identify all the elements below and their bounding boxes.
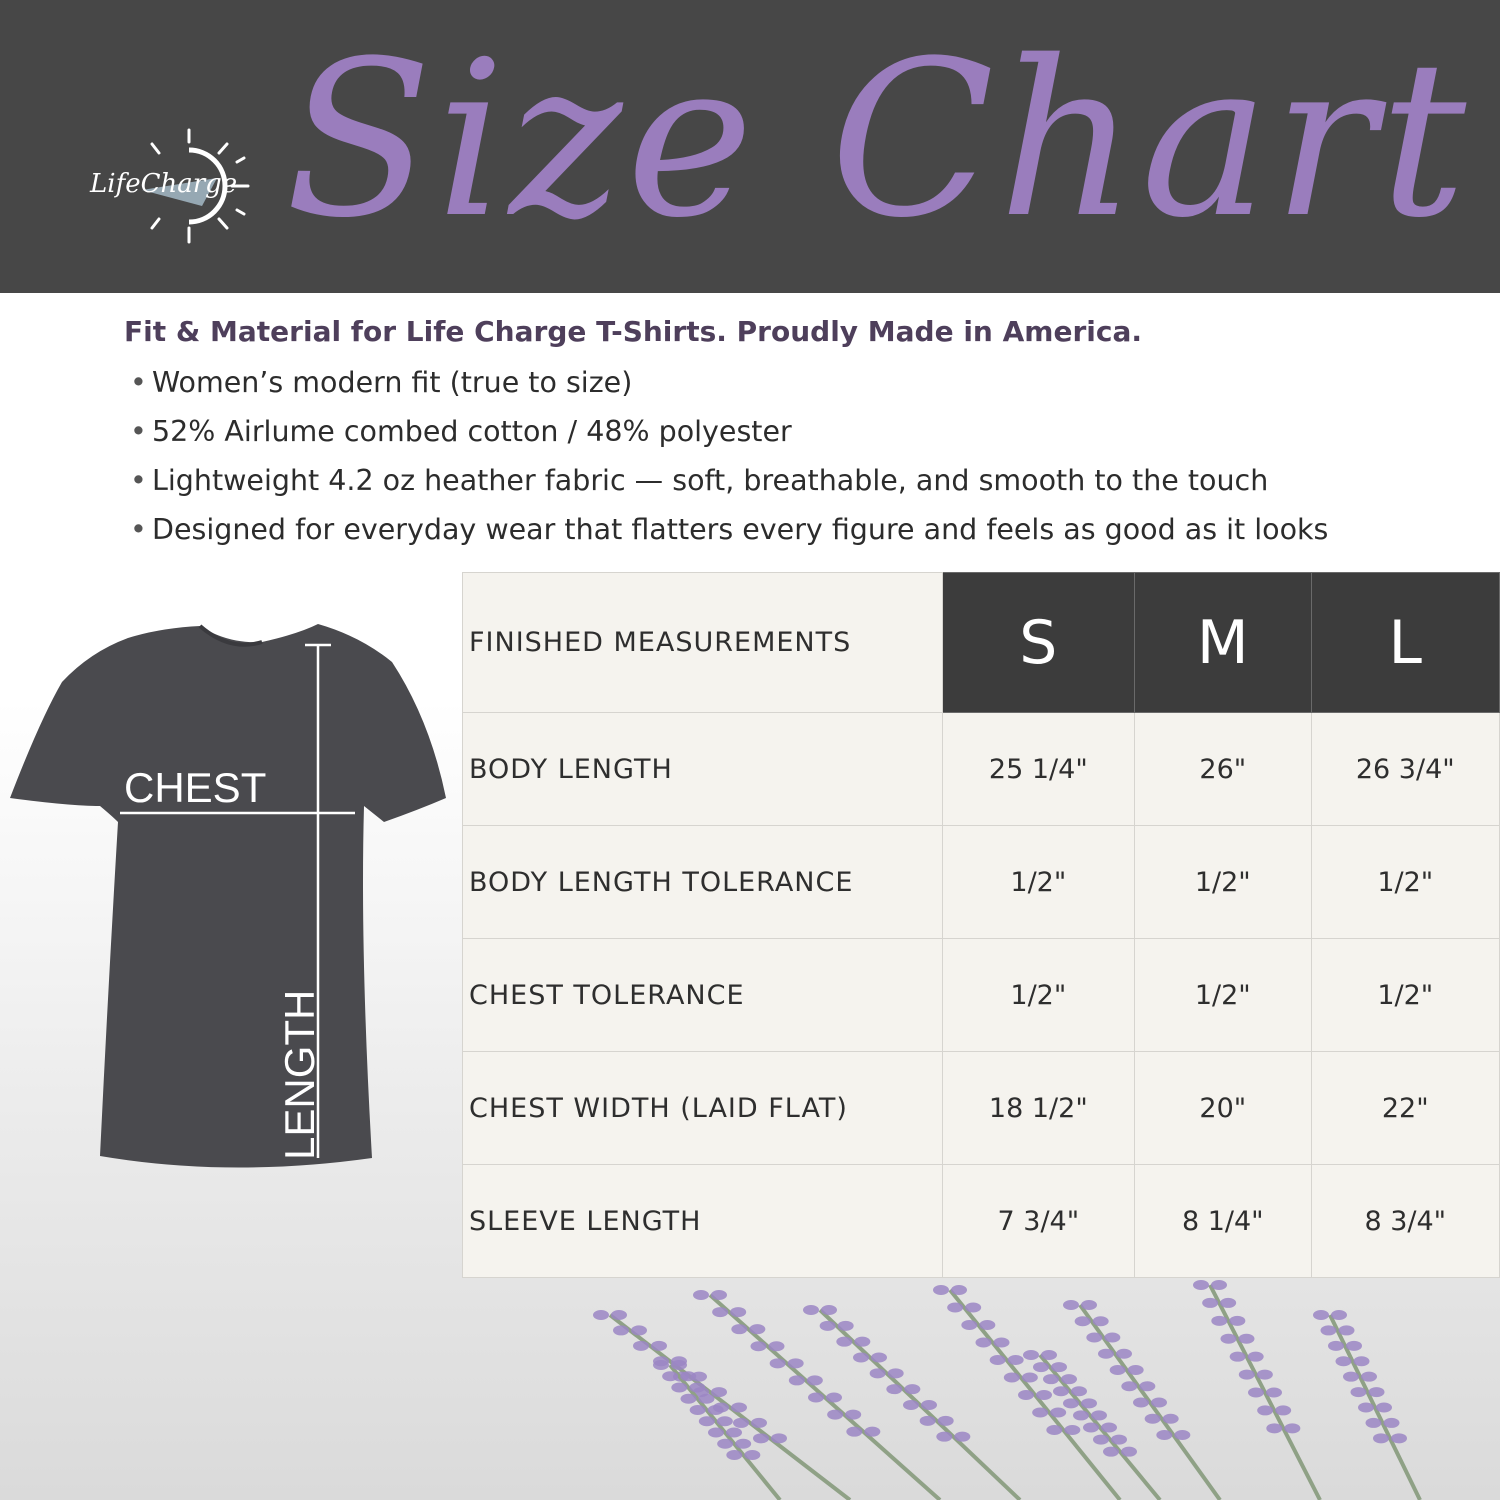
list-item: • 52% Airlume combed cotton / 48% polyester (124, 407, 1494, 456)
cell-value: 8 1/4" (1135, 1165, 1311, 1278)
table-row (463, 939, 1500, 1052)
cell-value: 22" (1311, 1052, 1499, 1165)
cell-value: 7 3/4" (942, 1165, 1134, 1278)
bullet-icon: • (130, 366, 147, 399)
tshirt-diagram (0, 610, 460, 1210)
row-label: SLEEVE LENGTH (463, 1165, 943, 1278)
size-header-m: M (1135, 573, 1311, 713)
cell-value: 1/2" (942, 939, 1134, 1052)
bullet-icon: • (130, 415, 147, 448)
cell-value: 1/2" (942, 826, 1134, 939)
bullet-icon: • (130, 513, 147, 546)
cell-value: 1/2" (1311, 826, 1499, 939)
table-row (463, 826, 1500, 939)
table-row (463, 1165, 1500, 1278)
feature-list (124, 358, 1494, 554)
lifecharge-logo (82, 120, 257, 250)
cell-value: 26 3/4" (1311, 713, 1499, 826)
size-header-s: S (942, 573, 1134, 713)
intro-heading: Fit & Material for Life Charge T-Shirts. Proudly Made in America. (124, 315, 1142, 348)
size-table (462, 572, 1500, 1278)
row-label: BODY LENGTH (463, 713, 943, 826)
intro-section (124, 315, 1494, 554)
svg-text:LifeCharge: LifeCharge (90, 169, 238, 199)
length-label: LENGTH (276, 989, 323, 1160)
cell-value: 1/2" (1135, 826, 1311, 939)
row-label: CHEST WIDTH (LAID FLAT) (463, 1052, 943, 1165)
table-row (463, 713, 1500, 826)
page-title: Size Chart (285, 14, 1471, 265)
bullet-icon: • (130, 464, 147, 497)
cell-value: 1/2" (1311, 939, 1499, 1052)
header-banner (0, 0, 1500, 293)
cell-value: 25 1/4" (942, 713, 1134, 826)
lavender-decoration (520, 1275, 1500, 1500)
list-item: • Designed for everyday wear that flatters every figure and feels as good as it looks (124, 505, 1494, 554)
header-label: FINISHED MEASUREMENTS (463, 573, 943, 713)
cell-value: 1/2" (1135, 939, 1311, 1052)
chest-label: CHEST (124, 764, 267, 811)
size-header-l: L (1311, 573, 1499, 713)
cell-value: 20" (1135, 1052, 1311, 1165)
list-item: • Lightweight 4.2 oz heather fabric — soft, breathable, and smooth to the touch (124, 456, 1494, 505)
row-label: BODY LENGTH TOLERANCE (463, 826, 943, 939)
tshirt-icon (10, 624, 446, 1168)
cell-value: 8 3/4" (1311, 1165, 1499, 1278)
cell-value: 26" (1135, 713, 1311, 826)
cell-value: 18 1/2" (942, 1052, 1134, 1165)
list-item: • Women’s modern fit (true to size) (124, 358, 1494, 407)
table-header-row (463, 573, 1500, 713)
row-label: CHEST TOLERANCE (463, 939, 943, 1052)
table-row (463, 1052, 1500, 1165)
